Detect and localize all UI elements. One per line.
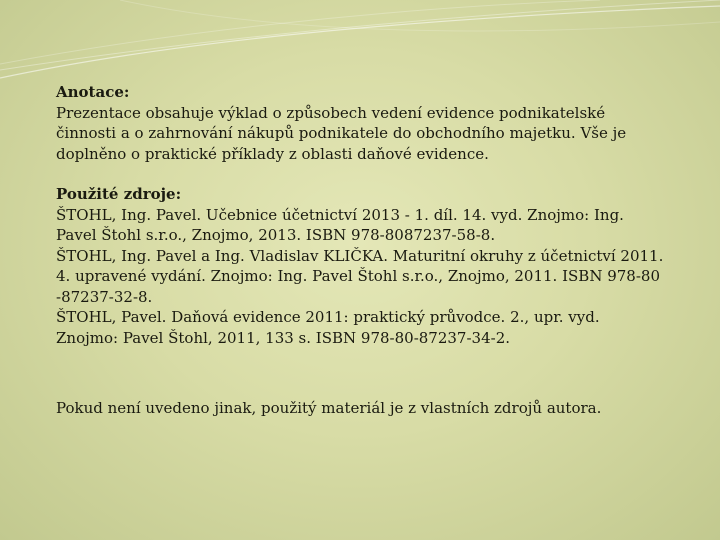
annotation-line: činnosti a o zahrnování nákupů podnikatele do obchodního majetku. Vše je: [56, 124, 627, 142]
source-line: 4. upravené vydání. Znojmo: Ing. Pavel Štohl s.r.o., Znojmo, 2011. ISBN 978-80: [56, 267, 660, 285]
source-line: Znojmo: Pavel Štohl, 2011, 133 s. ISBN 978-80-87237-34-2.: [56, 328, 511, 347]
footer-note: Pokud není uvedeno jinak, použitý materiál je z vlastních zdrojů autora.: [56, 399, 602, 417]
annotation-heading: Anotace:: [56, 83, 130, 101]
annotation-section: [56, 82, 696, 164]
source-line: ŠTOHL, Ing. Pavel. Učebnice účetnictví 2013 - 1. díl. 14. vyd. Znojmo: Ing.: [56, 205, 624, 224]
annotation-line: doplněno o praktické příklady z oblasti daňové evidence.: [56, 144, 489, 163]
annotation-line: Prezentace obsahuje výklad o způsobech vedení evidence podnikatelské: [56, 103, 606, 122]
source-line: ŠTOHL, Pavel. Daňová evidence 2011: praktický průvodce. 2., upr. vyd.: [56, 308, 600, 326]
slide-content: [56, 82, 696, 419]
source-line: ŠTOHL, Ing. Pavel a Ing. Vladislav KLIČKA. Maturitní okruhy z účetnictví 2011.: [56, 246, 664, 265]
source-line: Pavel Štohl s.r.o., Znojmo, 2013. ISBN 978-8087237-58-8.: [56, 226, 496, 244]
source-line: -87237-32-8.: [56, 287, 153, 306]
sources-section: [56, 184, 696, 348]
sources-heading: Použité zdroje:: [56, 185, 182, 203]
